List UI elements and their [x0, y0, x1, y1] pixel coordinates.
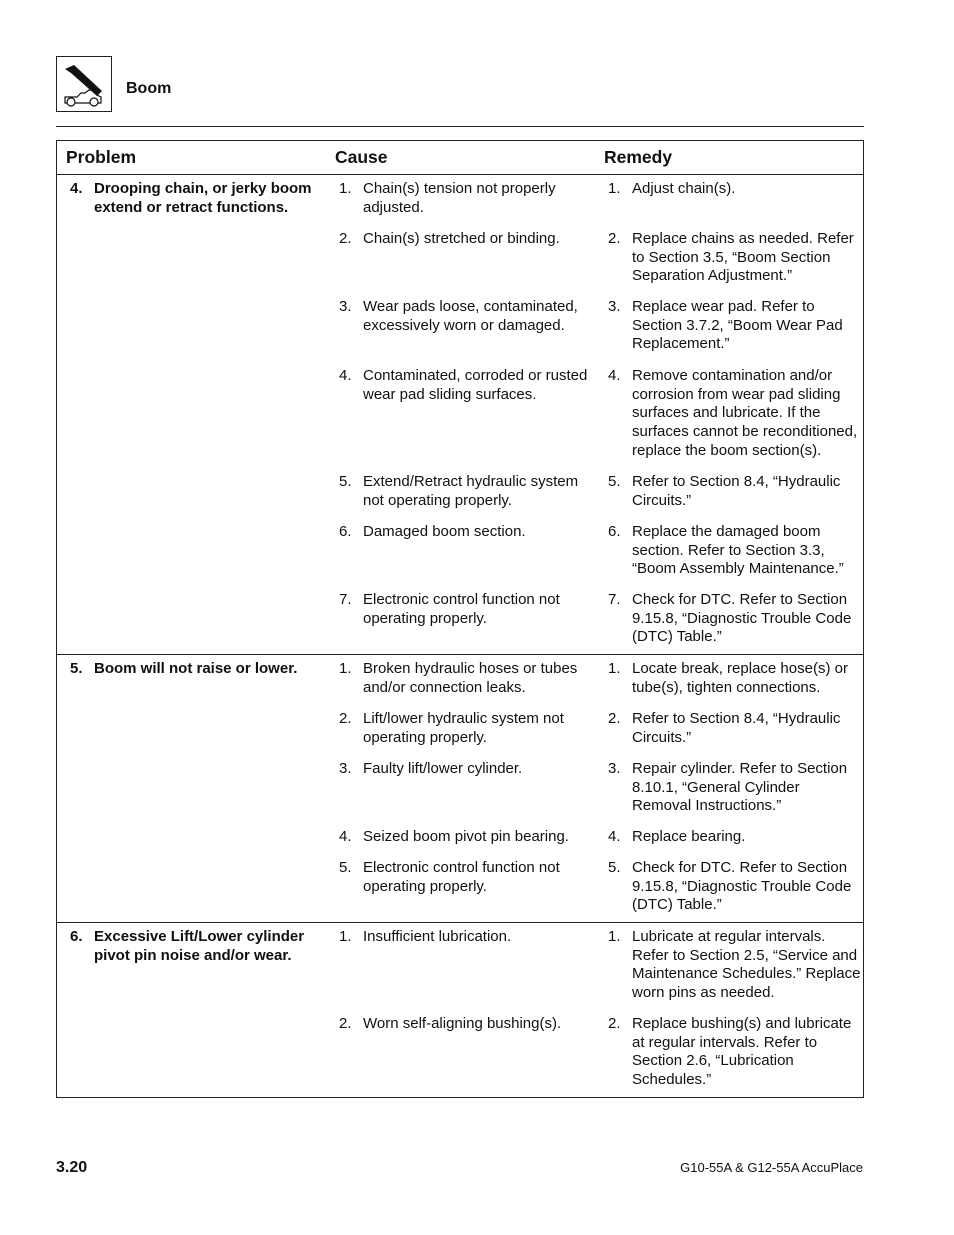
cause-column-header: Cause [335, 147, 388, 167]
header-divider [56, 126, 864, 127]
remedy-column-header: Remedy [604, 147, 673, 167]
section-title: Boom [126, 80, 172, 97]
troubleshooting-table: Problem Cause Remedy 4. Drooping chain, or jerky boom extend or retract functions. 1. Chain(s) tension not properly adjusted. 1. Adjust chain(s). 2. Chain(s) stretched or binding. 2. Replace chains as needed. Refer to Section 3.5, “Boom Section Separation Adjustment.” 3. Wear pads loose, contaminated, excessively worn or damaged. 3. Replace wear pad. Refer to Section 3.7.2, “Boom Wear Pad Replacement.” 4. Contaminated, corroded or rusted wear pad sliding surfaces. 4. Remove contamination and/or corrosion from wear pad sliding surfaces and lubricate. If the surfaces cannot be reconditioned, replace the boom section(s). 5. Extend/Retract hydraulic system not operating properly. 5. Refer to Section 8.4, “Hydraulic Circuits.” 6. Damaged boom section. 6. Replace the damaged boom section. Refer to Section 3.3, “Boom Assembly Maintenance.” 7. Electronic control function not operating properly. 7. Check for DTC. Refer to Section 9.15.8, “Diagnostic Trouble Code (DTC) Table.” 5. Boom will not raise or lower. 1. Broken hydraulic hoses or tubes and/or connection leaks. 1. Locate break, replace hose(s) or tube(s), tighten connections. 2. Lift/lower hydraulic system not operating properly. 2. Refer to Section 8.4, “Hydraulic Circuits.” 3. Faulty lift/lower cylinder. 3. Repair cylinder. Refer to Section 8.10.1, “General Cylinder Removal Instructions.” 4. Seized boom pivot pin bearing. 4. Replace bearing. 5. Electronic control function not operating properly. 5. Check for DTC. Refer to Section 9.15.8, “Diagnostic Trouble Code (DTC) Table.” 6. Excessive Lift/Lower cylinder pivot pin noise and/or wear. 1. Insufficient lubrication. 1. Lubricate at regular intervals. Refer to Section 2.5, “Service and Maintenance Schedules.” Replace worn pins as needed. 2. Worn self-aligning bushing(s). 2. Replace bushing(s) and lubricate at regular intervals. Refer to Section 2.6, “Lubrication Schedules.” [56, 140, 864, 1098]
group-divider [57, 922, 863, 923]
header-row-divider [57, 174, 863, 175]
problem-column-header: Problem [66, 147, 137, 167]
boom-truck-icon [57, 57, 111, 111]
group-divider [57, 654, 863, 655]
page-number: 3.20 [56, 1159, 88, 1176]
section-logo [56, 56, 112, 112]
document-title: G10-55A & G12-55A AccuPlace [680, 1160, 863, 1175]
